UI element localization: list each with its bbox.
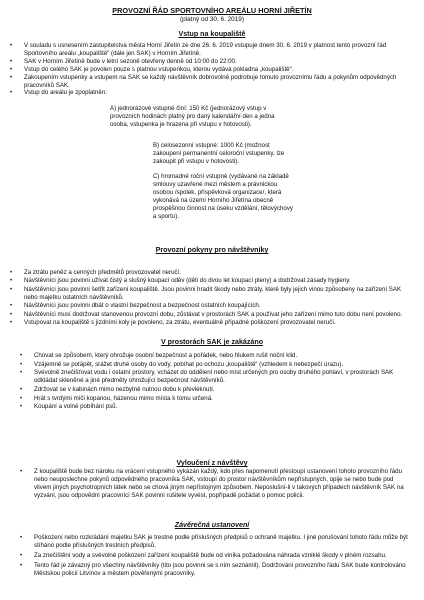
list-item: • Zakoupením vstupenky a vstupem na SAK se každý návštěvník dobrovolně podrobuje tomuto provoznímu řádu a pokynům odpovědných pracovníků SAK. <box>10 74 414 90</box>
list-item: • Koupání a volné pobíhání psů. <box>20 403 412 411</box>
document-title: PROVOZNÍ ŘÁD SPORTOVNÍHO AREÁLU HORNÍ JIŘETÍN <box>112 6 312 15</box>
list-item: • Návštěvníci jsou povinni šetřit zařízení koupaliště. Jsou povinni hradit škody nebo ztráty, které byly jejich vinou způsobeny na zařízení SAK nebo majetku ostatních návštěvníků. <box>10 286 410 302</box>
list-item: • Návštěvníci musí dodržovat stanovenou provozní dobu, zůstávat v prostorách SAK a používat jeho zařízení mimo tuto dobu není povoleno. <box>10 311 410 319</box>
fee-c: C) hromadné roční vstupné (vydávané na základě smlouvy uzavřené mezi městem a právnickou osobou /spolek, příspěvková organizace/, která vykonává na území Horního Jiřetína obecně prospěšnou činnost na úseku vzdělání, tělovýchovy a sportu). <box>153 173 293 220</box>
list-item: • Vstup do celého SAK je povolen pouze s platnou vstupenkou, kterou vydává pokladna „koupaliště“. <box>10 66 414 74</box>
list-item: • Tento řád je závazný pro všechny návštěvníky (tito jsou povinni se s ním seznámit). Dodržování provozního řádu SAK bude kontrolováno Městskou policií Litvínov a městem pověřenými pracovníky. <box>20 562 412 578</box>
section-heading-final: Závěrečná ustanovení <box>174 521 250 529</box>
section-heading-exclusion: Vyloučení z návštěvy <box>176 459 248 467</box>
list-item: • Z koupaliště bude bez nároku na vrácení vstupného vykázán každý, kdo přes napomenutí přestoupí ustanovení tohoto provozního řádu nebo neuposlechne pokynů odpovědného pracovníka SAK, vstoupí do prostor návštěvníkům nepřístupných, opije se nebo bude pod vlivem jiných psychotropních látek nebo se chová jiným nepřístojným způsobem. Neposlušní-li v takových případech návštěvník SAK na vyzvání, jsou odpovědní pracovníci SAK povinni rušitele vyvést, popřípadě požádat o pomoc policii. <box>20 468 412 500</box>
list-item: • Za ztrátu peněz a cenných předmětů provozovatel neručí. <box>10 269 410 277</box>
section-heading-prohibited: V prostorách SAK je zakázáno <box>160 338 264 346</box>
fee-b: B) celosezonní vstupné: 1000 Kč (možnost zakoupení permanentní celoroční vstupenky, lze zakoupit při vstupu v hotovosti). <box>153 142 285 165</box>
list-item: • Poškození nebo rozkrádání majetku SAK je trestné podle příslušných předpisů o ochraně majetku. I jiné porušování tohoto řádu může být stíháno podle příslušných trestních předpisů. <box>20 534 412 550</box>
list-item: • Vzájemně se potápět, srážet druhé osoby do vody, pobíhat po ochozu „koupaliště“ (vzhledem k nebezpečí úrazu). <box>20 361 412 369</box>
list-item: • Za znečištění vody a svévolné poškození zařízení koupaliště bude od viníka požadována náhrada vzniklé škody v plném rozsahu. <box>20 552 412 560</box>
list-item: • Vstupovat na koupaliště s jízdními koly je povoleno, za ztrátu, eventuálně případné poškození provozovatel neručí. <box>10 319 410 327</box>
list-item: • Hrát s tvrdými míči kopanou, házenou mimo místa k tomu určená. <box>20 395 412 403</box>
list-item: • Svévolně znečišťovat vodu i ostatní prostory, vcházet do oddělení nebo míst určených pro osoby druhého pohlaví, v prostorách SAK odkládat skleněné a jiné předměty ohrožující bezpečnost návštěvníků. <box>20 369 412 385</box>
section-heading-rules: Provozní pokyny pro návštěvníky <box>155 246 269 254</box>
list-item: • V souladu s usnesením zastupitelstva města Horní Jiřetín ze dne 26. 6. 2019 vstupuje dnem 30. 6. 2019 v platnost tento provozní řád Sportovního areálu „koupaliště“ (dále jen SAK) v Horním Jiřetíně. <box>10 42 414 58</box>
list-item: • Chovat se způsobem, který ohrožuje osobní bezpečnost a pořádek, nebo hlukem rušit noční klid. <box>20 352 412 360</box>
list-item: • Zdržovat se v kabinách mimo nezbytně nutnou dobu k převléknutí. <box>20 386 412 394</box>
list-item: • SAK v Horním Jiřetíně bude v letní sezoně otevřeny denně od 10:00 do 22:00. <box>10 58 414 66</box>
section-exclusion-list <box>20 468 412 500</box>
document-subtitle: (platný od 30. 6. 2019) <box>180 16 244 23</box>
section-final-list <box>20 534 412 580</box>
section-entry-list <box>10 42 414 97</box>
section-heading-entry: Vstup na koupaliště <box>178 30 246 38</box>
list-item: • Návštěvníci jsou povinni dbát o vlastní bezpečnost a bezpečnost ostatních koupajících. <box>10 302 410 310</box>
section-rules-list <box>10 269 410 327</box>
list-item: • Návštěvníci jsou povinni užívat čistý a slušný koupací oděv (děti do dvou let koupací pleny) a dodržovat zásady hygieny. <box>10 277 410 285</box>
section-prohibited-list <box>20 352 412 412</box>
fee-a: A) jednorázové vstupné činí: 150 Kč (jednorázový vstup v provozních hodinách platný pro daný kalendářní den a jedna osoba, vstupenka je hrazena při vstupu v hotovosti). <box>110 105 275 128</box>
list-item: • Vstup do areálu je zpoplatněn: <box>10 89 414 97</box>
